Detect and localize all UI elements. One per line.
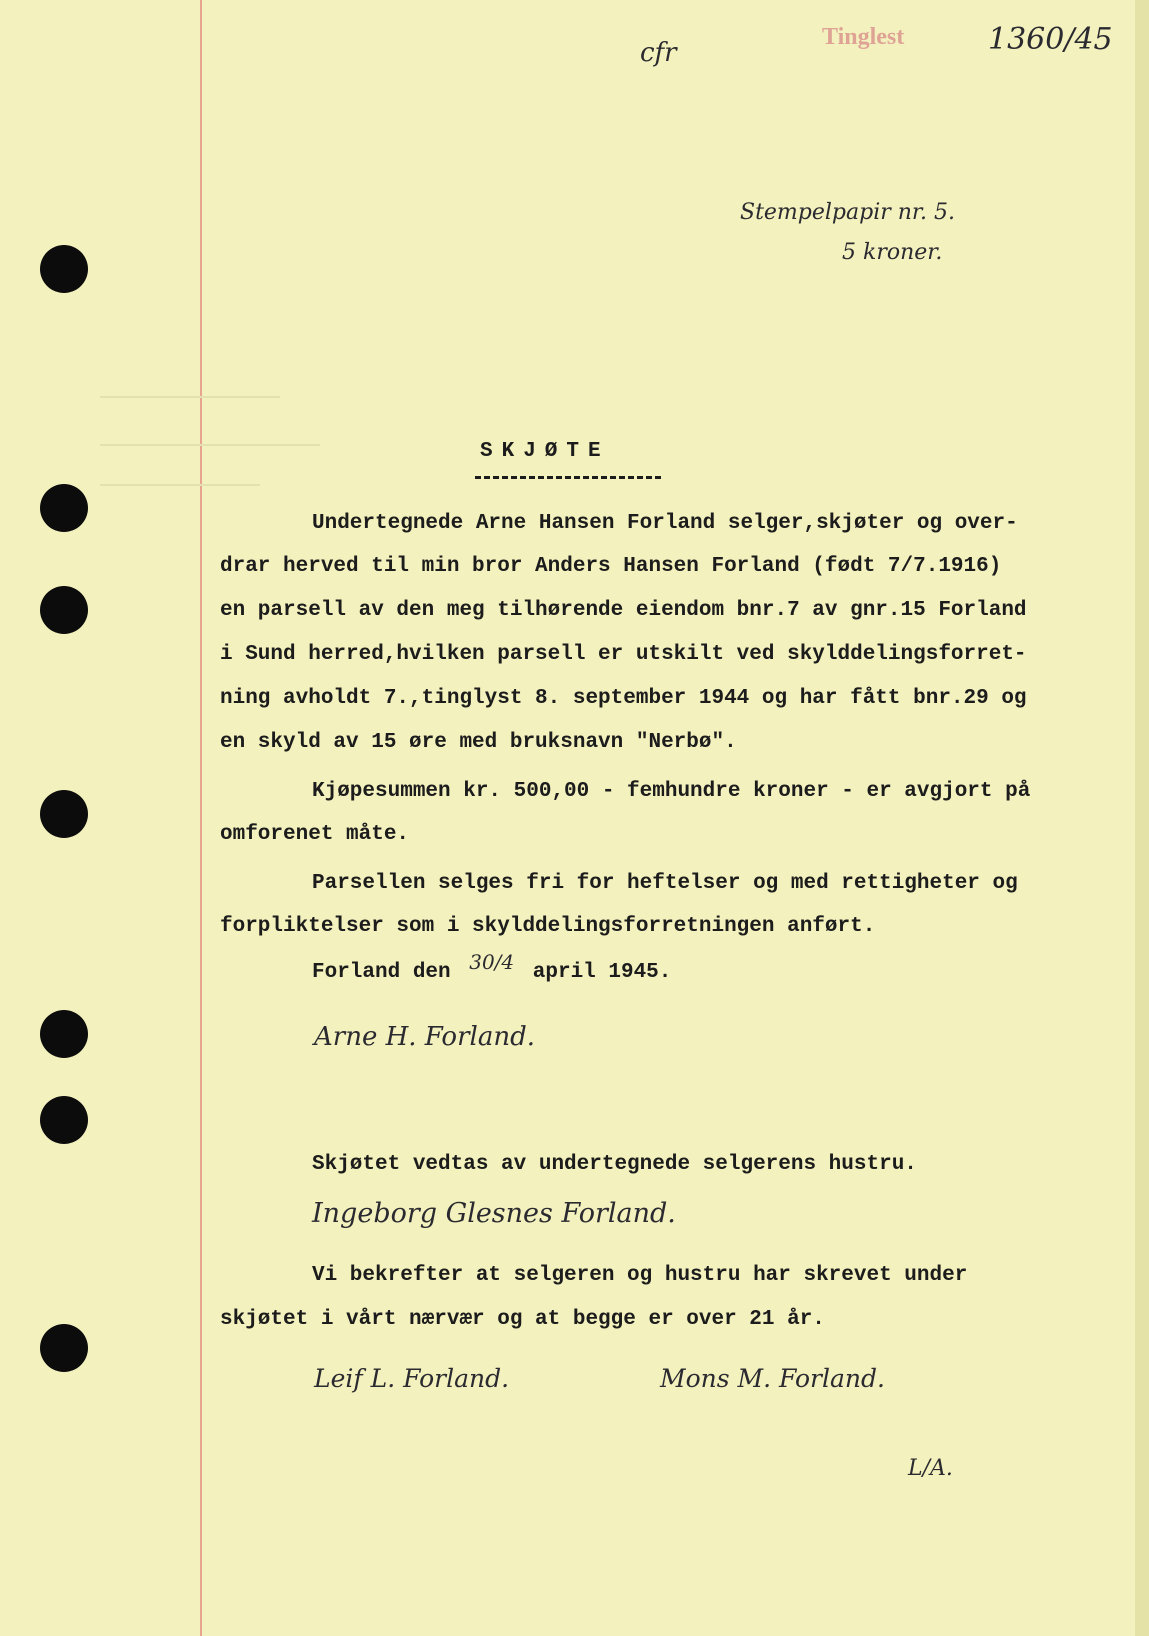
body-line: i Sund herred,hvilken parsell er utskilt ved skylddelingsforret- <box>220 643 1027 666</box>
punch-hole <box>40 790 88 838</box>
witness-signature-1: Leif L. Forland. <box>314 1364 510 1393</box>
body-line: ning avholdt 7.,tinglyst 8. september 1944 og har fått bnr.29 og <box>220 687 1027 710</box>
faint-mark <box>100 484 260 486</box>
title-underline <box>475 476 661 479</box>
witness-statement-line: skjøtet i vårt nærvær og at begge er over 21 år. <box>220 1308 825 1331</box>
body-line: omforenet måte. <box>220 823 410 846</box>
witness-statement-line: Vi bekrefter at selgeren og hustru har skrevet under <box>312 1264 968 1287</box>
faint-mark <box>100 444 320 446</box>
date-prefix: Forland den <box>312 961 451 984</box>
body-line: Undertegnede Arne Hansen Forland selger,skjøter og over- <box>312 512 1018 535</box>
punch-hole <box>40 1096 88 1144</box>
date-handwritten: 30/4 <box>469 950 515 974</box>
registry-stamp: Tinglest <box>822 24 905 50</box>
punch-hole <box>40 1324 88 1372</box>
punch-hole <box>40 245 88 293</box>
body-line: en skyld av 15 øre med bruksnavn "Nerbø". <box>220 731 737 754</box>
body-line: en parsell av den meg tilhørende eiendom bnr.7 av gnr.15 Forland <box>220 599 1027 622</box>
wife-signature: Ingeborg Glesnes Forland. <box>312 1198 676 1229</box>
document-title: SKJØTE <box>480 440 610 463</box>
body-line: forpliktelser som i skylddelingsforretningen anført. <box>220 915 876 938</box>
faint-mark <box>100 396 280 398</box>
witness-signature-2: Mons M. Forland. <box>660 1364 885 1393</box>
body-line: drar herved til min bror Anders Hansen Forland (født 7/7.1916) <box>220 555 1002 578</box>
initial-mark: cfr <box>640 38 677 68</box>
stamp-paper-line1: Stempelpapir nr. 5. <box>740 200 956 225</box>
clerk-initials: L/A. <box>908 1456 953 1481</box>
punch-hole <box>40 586 88 634</box>
page-edge <box>1135 0 1149 1636</box>
body-line: Kjøpesummen kr. 500,00 - femhundre kroner - er avgjort på <box>312 780 1031 803</box>
punch-hole <box>40 1010 88 1058</box>
punch-hole <box>40 484 88 532</box>
seller-signature: Arne H. Forland. <box>314 1022 535 1052</box>
margin-line <box>200 0 202 1636</box>
date-suffix: april 1945. <box>532 961 672 984</box>
registration-number: 1360/45 <box>988 22 1113 57</box>
stamp-paper-line2: 5 kroner. <box>842 240 943 265</box>
wife-statement: Skjøtet vedtas av undertegnede selgerens hustru. <box>312 1153 917 1176</box>
body-line: Parsellen selges fri for heftelser og med rettigheter og <box>312 872 1018 895</box>
date-line <box>312 950 672 984</box>
